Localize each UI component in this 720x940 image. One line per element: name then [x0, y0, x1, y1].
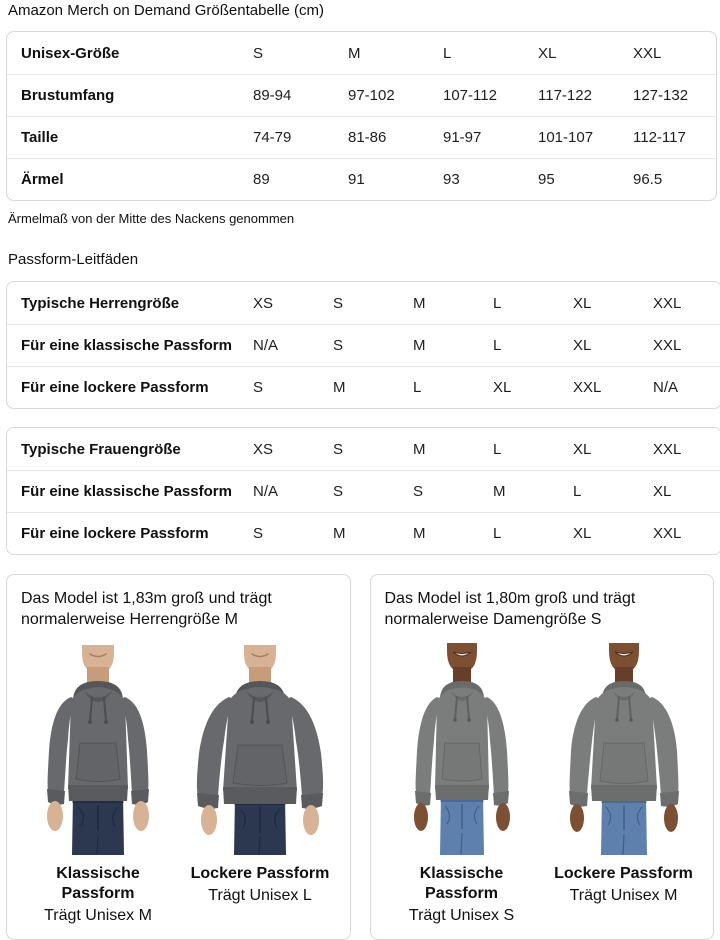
model-cards [6, 574, 714, 940]
cell-value: S [321, 324, 401, 366]
model-description: Das Model ist 1,80m groß und trägt normalerweise Damengröße S [384, 590, 636, 628]
photo-caption [21, 864, 175, 927]
row-label: Typische Frauengröße [21, 440, 181, 458]
cell-value: N/A [641, 366, 720, 408]
model-photo-women-classic-fit [385, 639, 539, 855]
cell-value: L [443, 44, 452, 62]
cell-value: XXL [653, 294, 682, 312]
cell-value: 91-97 [431, 116, 526, 158]
cell-value: XL [573, 440, 592, 458]
cell-value: S [241, 512, 321, 554]
row-label: Für eine lockere Passform [7, 512, 241, 554]
cell-value: XL [481, 366, 561, 408]
table-row [7, 366, 720, 408]
model-photos [385, 639, 700, 927]
cell-value: 127-132 [621, 74, 716, 116]
cell-value: M [321, 366, 401, 408]
cell-value: S [333, 294, 344, 312]
cell-value: 95 [526, 158, 621, 200]
model-photos [21, 639, 336, 927]
cell-value: 117-122 [526, 74, 621, 116]
sleeve-measure-note: Ärmelmaß von der Mitte des Nackens genommen [8, 211, 295, 226]
wears-size-label: Trägt Unisex L [208, 887, 312, 904]
cell-value: M [481, 470, 561, 512]
photo-caption [385, 864, 539, 927]
cell-value: S [401, 470, 481, 512]
cell-value: 81-86 [336, 116, 431, 158]
model-photo-men-classic-fit [21, 639, 175, 855]
cell-value: 89-94 [241, 74, 336, 116]
cell-value: M [401, 512, 481, 554]
cell-value: S [333, 440, 344, 458]
cell-value: 112-117 [621, 116, 716, 158]
fit-type-label: Klassische Passform [419, 865, 504, 902]
fit-example [21, 639, 175, 927]
table-row [7, 158, 716, 200]
cell-value: L [493, 294, 502, 312]
cell-value: XXL [653, 440, 682, 458]
cell-value: S [321, 470, 401, 512]
cell-value: XL [561, 324, 641, 366]
row-label: Für eine lockere Passform [7, 366, 241, 408]
row-label: Ärmel [7, 158, 241, 200]
cell-value: XL [573, 294, 592, 312]
table-row [7, 32, 716, 74]
cell-value: 74-79 [241, 116, 336, 158]
cell-value: 89 [241, 158, 336, 200]
cell-value: XL [538, 44, 557, 62]
wears-size-label: Trägt Unisex M [569, 887, 678, 904]
cell-value: 101-107 [526, 116, 621, 158]
model-description: Das Model ist 1,83m groß und trägt normalerweise Herrengröße M [21, 590, 272, 628]
mens-fit-table [6, 281, 720, 409]
row-label: Taille [7, 116, 241, 158]
wears-size-label: Trägt Unisex S [408, 907, 515, 924]
model-card-men [6, 574, 351, 940]
fit-example [385, 639, 539, 927]
table-row [7, 282, 720, 324]
cell-value: XL [561, 512, 641, 554]
cell-value: M [401, 324, 481, 366]
fit-type-label: Klassische Passform [56, 865, 140, 902]
cell-value: XS [253, 440, 274, 458]
cell-value: M [413, 294, 426, 312]
cell-value: M [348, 44, 361, 62]
cell-value: L [401, 366, 481, 408]
size-table [6, 31, 717, 201]
cell-value: 97-102 [336, 74, 431, 116]
row-label: Unisex-Größe [21, 44, 120, 62]
cell-value: M [321, 512, 401, 554]
cell-value: XS [253, 294, 274, 312]
photo-caption [183, 864, 337, 907]
cell-value: L [561, 470, 641, 512]
model-photo-men-loose-fit [183, 639, 337, 855]
table-row [7, 116, 716, 158]
row-label: Brustumfang [7, 74, 241, 116]
cell-value: XXL [641, 324, 720, 366]
table-row [7, 74, 716, 116]
table-row [7, 470, 720, 512]
cell-value: S [253, 44, 264, 62]
cell-value: N/A [241, 470, 321, 512]
model-photo-women-loose-fit [547, 639, 701, 855]
wears-size-label: Trägt Unisex M [44, 907, 152, 924]
fit-example [547, 639, 701, 927]
fit-type-label: Lockere Passform [190, 865, 330, 882]
table-row [7, 512, 720, 554]
cell-value: N/A [241, 324, 321, 366]
womens-fit-table [6, 427, 720, 555]
cell-value: L [481, 512, 561, 554]
cell-value: L [493, 440, 502, 458]
cell-value: L [481, 324, 561, 366]
photo-caption [547, 864, 701, 907]
cell-value: 93 [431, 158, 526, 200]
cell-value: XXL [641, 512, 720, 554]
page-title: Amazon Merch on Demand Größentabelle (cm) [8, 2, 324, 19]
fit-guides-heading: Passform-Leitfäden [8, 251, 139, 268]
fit-example [183, 639, 337, 927]
table-row [7, 324, 720, 366]
model-card-women [370, 574, 715, 940]
table-row [7, 428, 720, 470]
cell-value: 107-112 [431, 74, 526, 116]
cell-value: XL [641, 470, 720, 512]
cell-value: XXL [633, 44, 662, 62]
fit-type-label: Lockere Passform [554, 865, 693, 882]
cell-value: S [241, 366, 321, 408]
row-label: Typische Herrengröße [21, 294, 180, 312]
row-label: Für eine klassische Passform [7, 324, 241, 366]
row-label: Für eine klassische Passform [7, 470, 241, 512]
cell-value: XXL [561, 366, 641, 408]
cell-value: 96.5 [621, 158, 716, 200]
cell-value: 91 [336, 158, 431, 200]
cell-value: M [413, 440, 426, 458]
